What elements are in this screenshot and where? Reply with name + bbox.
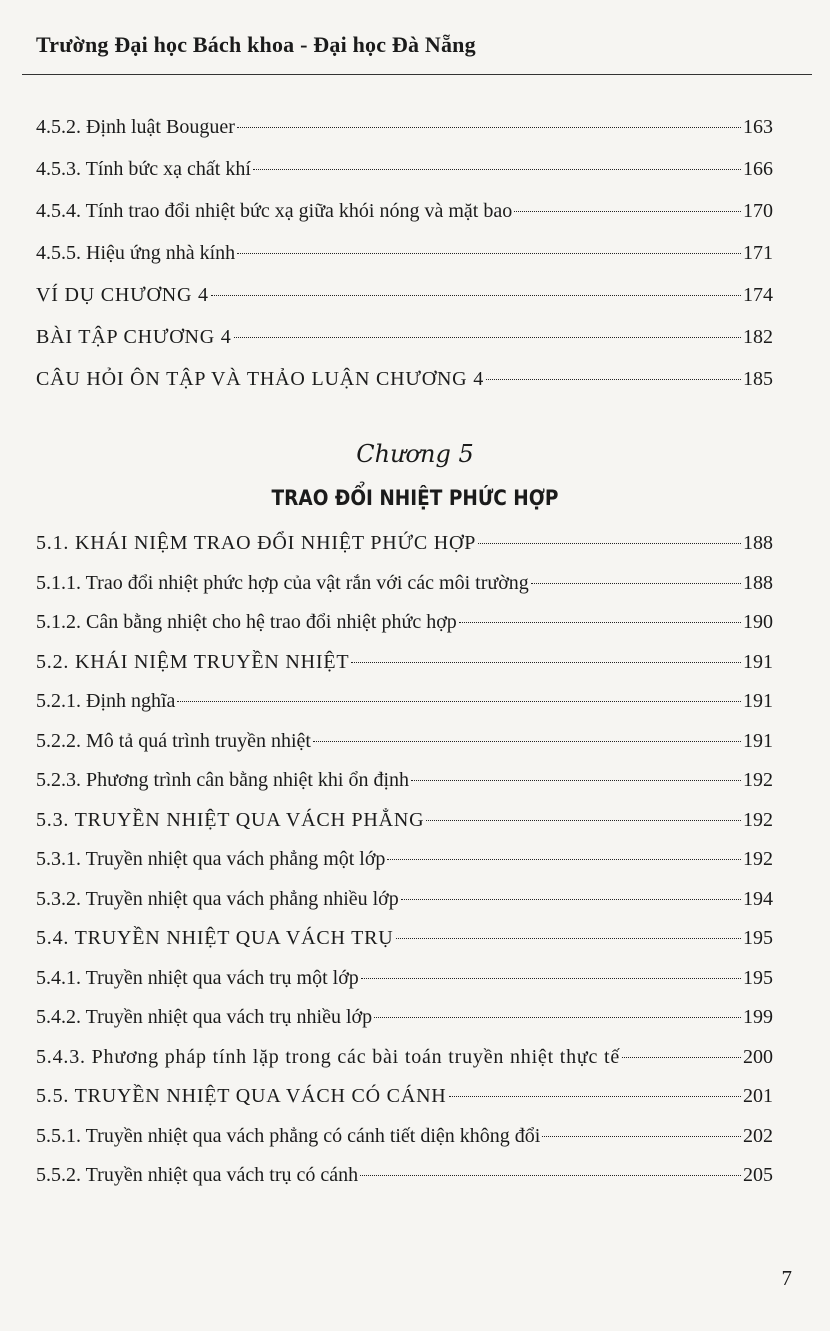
toc-entry-page: 190 (743, 611, 773, 633)
toc-entry[interactable] (36, 769, 773, 792)
toc-entry-title: 5.5.1. Truyền nhiệt qua vách phẳng có cánh tiết diện không đổi (36, 1125, 541, 1147)
toc-entry-title: 5.3.1. Truyền nhiệt qua vách phẳng một lớp (36, 848, 386, 870)
dot-leader (177, 701, 741, 702)
toc-entry-page: 166 (743, 158, 773, 180)
dot-leader (514, 211, 741, 212)
toc-entry[interactable] (36, 368, 773, 391)
toc-entry-title: 4.5.4. Tính trao đổi nhiệt bức xạ giữa khói nóng và mặt bao (36, 200, 513, 222)
toc-entry[interactable] (36, 1006, 773, 1029)
dot-leader (411, 780, 741, 781)
toc-entry[interactable] (36, 532, 773, 555)
toc-entry-title: BÀI TẬP CHƯƠNG 4 (36, 326, 232, 348)
toc-entry-page: 185 (743, 368, 773, 390)
toc-entry[interactable] (36, 242, 773, 265)
toc-entry-title: 5.2.2. Mô tả quá trình truyền nhiệt (36, 730, 311, 752)
toc-entry-title: 5.5.2. Truyền nhiệt qua vách trụ có cánh (36, 1164, 359, 1186)
toc-entry-title: CÂU HỎI ÔN TẬP VÀ THẢO LUẬN CHƯƠNG 4 (36, 368, 485, 390)
toc-entry[interactable] (36, 888, 773, 911)
toc-entry-title: 5.2.3. Phương trình cân bằng nhiệt khi ổn định (36, 769, 410, 791)
toc-entry-page: 200 (743, 1046, 773, 1068)
toc-entry-page: 191 (743, 730, 773, 752)
toc-entry-page: 194 (743, 888, 773, 910)
toc-entry[interactable] (36, 326, 773, 349)
dot-leader (253, 169, 741, 170)
toc-entry-page: 163 (743, 116, 773, 138)
toc-entry[interactable] (36, 116, 773, 139)
header-rule (22, 74, 812, 75)
toc-entry-page: 195 (743, 967, 773, 989)
dot-leader (622, 1057, 741, 1058)
toc-entry-page: 205 (743, 1164, 773, 1186)
toc-entry-page: 170 (743, 200, 773, 222)
toc-entry-page: 188 (743, 572, 773, 594)
dot-leader (351, 662, 741, 663)
toc-entry-title: 5.1.1. Trao đổi nhiệt phức hợp của vật rắn với các môi trường (36, 572, 529, 594)
toc-entry-title: 5.3.2. Truyền nhiệt qua vách phẳng nhiều lớp (36, 888, 399, 910)
dot-leader (237, 127, 741, 128)
toc-entry-title: 5.2. KHÁI NIỆM TRUYỀN NHIỆT (36, 651, 350, 673)
toc-entry-page: 201 (743, 1085, 773, 1107)
toc-entry-title: 5.4.3. Phương pháp tính lặp trong các bài toán truyền nhiệt thực tế (36, 1046, 621, 1068)
toc-entry-title: 4.5.2. Định luật Bouguer (36, 116, 235, 138)
toc-entry[interactable] (36, 158, 773, 181)
chapter-title: TRAO ĐỔI NHIỆT PHỨC HỢP (271, 486, 559, 510)
toc-entry-page: 171 (743, 242, 773, 264)
toc-entry-title: 4.5.5. Hiệu ứng nhà kính (36, 242, 236, 264)
toc-entry[interactable] (36, 927, 773, 950)
dot-leader (387, 859, 741, 860)
toc-entry-title: 5.3. TRUYỀN NHIỆT QUA VÁCH PHẲNG (36, 809, 425, 831)
dot-leader (234, 337, 741, 338)
toc-entry-title: VÍ DỤ CHƯƠNG 4 (36, 284, 209, 306)
running-header: Trường Đại học Bách khoa - Đại học Đà Nẵng (36, 32, 476, 57)
dot-leader (486, 379, 741, 380)
toc-entry-title: 5.1.2. Cân bằng nhiệt cho hệ trao đổi nhiệt phức hợp (36, 611, 457, 633)
dot-leader (459, 622, 741, 623)
toc-entry-page: 188 (743, 532, 773, 554)
dot-leader (374, 1017, 741, 1018)
dot-leader (396, 938, 741, 939)
page-number: 7 (781, 1266, 792, 1290)
toc-entry-page: 191 (743, 651, 773, 673)
toc-entry-page: 202 (743, 1125, 773, 1147)
toc-entry-title: 5.4.2. Truyền nhiệt qua vách trụ nhiều lớp (36, 1006, 373, 1028)
toc-entry-page: 174 (743, 284, 773, 306)
toc-entry-title: 5.4. TRUYỀN NHIỆT QUA VÁCH TRỤ (36, 927, 394, 949)
dot-leader (237, 253, 741, 254)
toc-entry[interactable] (36, 1125, 773, 1148)
toc-entry-title: 5.5. TRUYỀN NHIỆT QUA VÁCH CÓ CÁNH (36, 1085, 447, 1107)
toc-entry[interactable] (36, 1164, 773, 1187)
toc-entry-page: 191 (743, 690, 773, 712)
toc-entry[interactable] (36, 611, 773, 634)
toc-entry-page: 195 (743, 927, 773, 949)
dot-leader (449, 1096, 741, 1097)
toc-entry-page: 199 (743, 1006, 773, 1028)
toc-entry-title: 5.1. KHÁI NIỆM TRAO ĐỔI NHIỆT PHỨC HỢP (36, 532, 477, 554)
toc-entry-page: 192 (743, 769, 773, 791)
dot-leader (478, 543, 741, 544)
toc-entry[interactable] (36, 1046, 773, 1069)
dot-leader (313, 741, 741, 742)
toc-entry[interactable] (36, 200, 773, 223)
toc-entry[interactable] (36, 809, 773, 832)
dot-leader (401, 899, 741, 900)
toc-entry[interactable] (36, 967, 773, 990)
dot-leader (531, 583, 741, 584)
toc-entry[interactable] (36, 1085, 773, 1108)
toc-entry[interactable] (36, 651, 773, 674)
dot-leader (361, 978, 741, 979)
chapter-label: Chương 5 (356, 440, 474, 468)
toc-entry-page: 192 (743, 848, 773, 870)
toc-entry[interactable] (36, 730, 773, 753)
dot-leader (360, 1175, 741, 1176)
toc-entry-title: 5.2.1. Định nghĩa (36, 690, 176, 712)
toc-entry[interactable] (36, 690, 773, 713)
toc-entry[interactable] (36, 572, 773, 595)
toc-entry[interactable] (36, 848, 773, 871)
toc-entry-page: 182 (743, 326, 773, 348)
dot-leader (542, 1136, 741, 1137)
dot-leader (211, 295, 741, 296)
toc-entry[interactable] (36, 284, 773, 307)
dot-leader (426, 820, 741, 821)
toc-entry-title: 4.5.3. Tính bức xạ chất khí (36, 158, 251, 180)
toc-entry-page: 192 (743, 809, 773, 831)
toc-entry-title: 5.4.1. Truyền nhiệt qua vách trụ một lớp (36, 967, 359, 989)
